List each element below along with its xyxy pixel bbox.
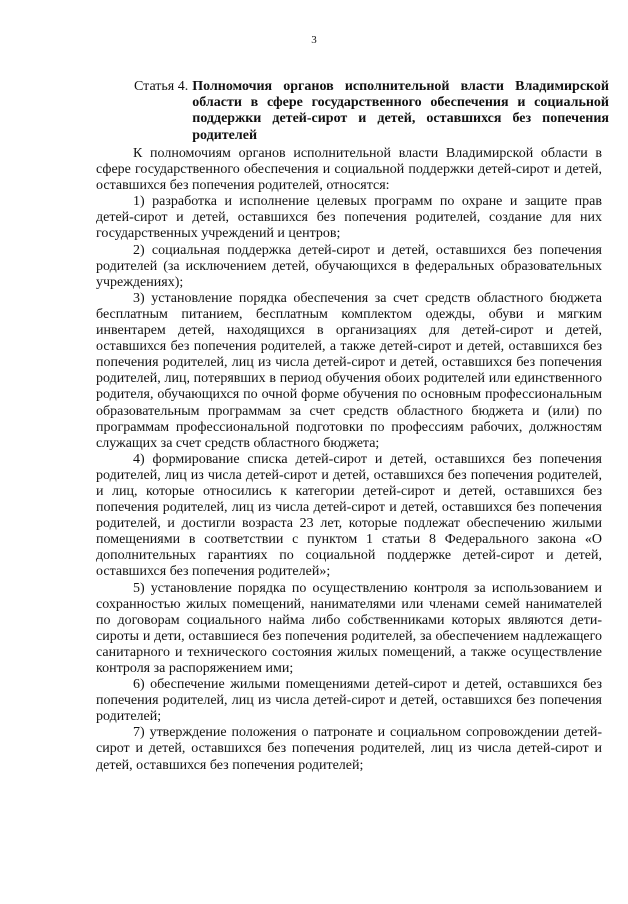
list-item-6: 6) обеспечение жилыми помещениями детей-сирот и детей, оставшихся без попечения родителей, лиц из числа детей-сирот и детей, оставшихся без попечения родителей; [96,677,602,725]
article-body [96,146,602,774]
intro-paragraph: К полномочиям органов исполнительной власти Владимирской области в сфере государственного обеспечения и социальной поддержки детей-сирот и детей, оставшихся без попечения родителей, относятся: [96,146,602,194]
list-item-4: 4) формирование списка детей-сирот и детей, оставшихся без попечения родителей, лиц из числа детей-сирот и детей, оставшихся без попечения родителей, и лиц, которые относились к категории детей-сирот и детей, оставшихся без попечения родителей, лиц из числа детей-сирот и детей, оставшихся без попечения родителей, и достигли возраста 23 лет, которые подлежат обеспечению жилыми помещениями в соответствии с пунктом 1 статьи 8 Федерального закона «О дополнительных гарантиях по социальной поддержке детей-сирот и детей, оставшихся без попечения родителей»; [96,451,602,580]
article-title: Полномочия органов исполнительной власти Владимирской области в сфере государственного обеспечения и социальной поддержки детей-сирот и детей, оставшихся без попечения родителей [192,79,609,143]
list-item-5: 5) установление порядка по осуществлению контроля за использованием и сохранностью жилых помещений, нанимателями или членами семей нанимателей по договорам социального найма либо собственниками которых являются дети-сироты и дети, оставшиеся без попечения родителей, за обеспечением надлежащего санитарного и технического состояния жилых помещений, а также осуществление контроля за распоряжением ими; [96,580,602,676]
list-item-3: 3) установление порядка обеспечения за счет средств областного бюджета бесплатным питанием, бесплатным комплектом одежды, обуви и мягким инвентарем детей, находящихся в организациях для детей-сирот и детей, оставшихся без попечения родителей, а также детей-сирот и детей, оставшихся без попечения родителей, лиц из числа детей-сирот и детей, оставшихся без попечения родителей, лиц, потерявших в период обучения обоих родителей или единственного родителя, обучающихся по очной форме обучения по основным профессиональным образовательным программам за счет средств областного бюджета и (или) по программам профессиональной подготовки по профессиям рабочих, должностям служащих за счет средств областного бюджета; [96,290,602,451]
list-item-1: 1) разработка и исполнение целевых программ по охране и защите прав детей-сирот и детей, оставшихся без попечения родителей, создание для них государственных учреждений и центров; [96,194,602,242]
article-heading [134,79,609,144]
list-item-2: 2) социальная поддержка детей-сирот и детей, оставшихся без попечения родителей (за исключением детей, обучающихся в федеральных образовательных учреждениях); [96,242,602,290]
list-item-7: 7) утверждение положения о патронате и социальном сопровождении детей-сирот и детей, оставшихся без попечения родителей, лиц из числа детей-сирот и детей, оставшихся без попечения родителей; [96,725,602,773]
article-prefix: Статья 4. [134,79,189,94]
page-number: 3 [311,34,317,46]
